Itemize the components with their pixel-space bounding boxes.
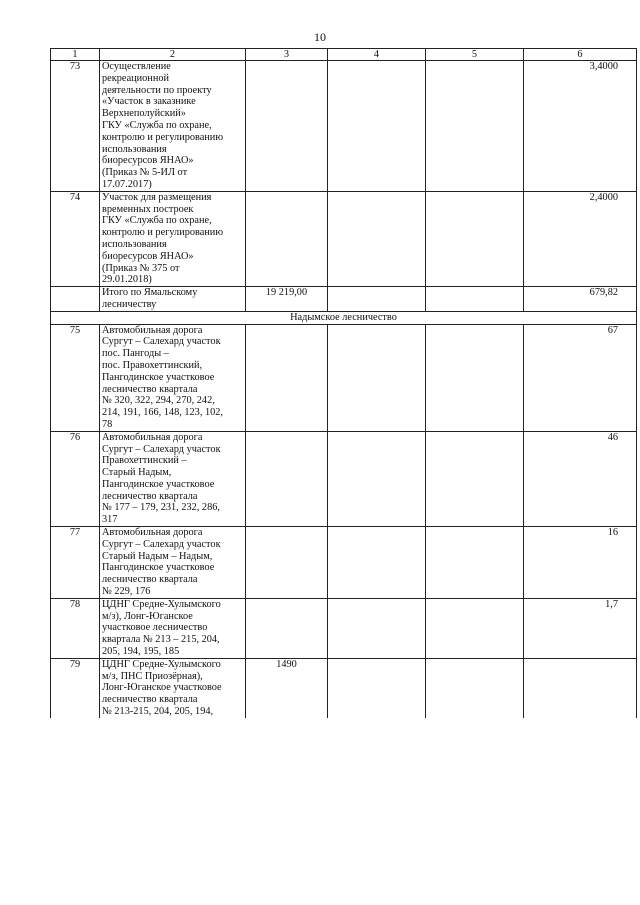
- description-line: лесничество квартала: [102, 694, 198, 706]
- description-line: ГКУ «Служба по охране,: [102, 119, 212, 131]
- description-line: Осуществление: [102, 61, 171, 72]
- description-line: участковое лесничество: [102, 622, 208, 634]
- row-col6: 2,4000: [524, 191, 637, 286]
- description-line: «Участок в заказнике: [102, 96, 196, 108]
- description-line: использования: [102, 238, 167, 250]
- description-line: ЦДНГ Средне-Хулымского: [102, 658, 221, 670]
- description-line: лесничество квартала: [102, 574, 198, 586]
- row-number: 73: [51, 61, 100, 192]
- description-line: 205, 194, 195, 185: [102, 646, 180, 658]
- data-table: [50, 48, 637, 718]
- description-line: м/з), Лонг-Юганское: [102, 610, 193, 622]
- description-line: Старый Надым – Надым,: [102, 550, 213, 562]
- table-row: [51, 527, 637, 599]
- table-row: [51, 324, 637, 431]
- row-col4: [328, 61, 426, 192]
- description-line: лесничеству: [102, 298, 157, 310]
- row-col5: [426, 598, 524, 658]
- description-line: № 320, 322, 294, 270, 242,: [102, 395, 215, 407]
- description-line: квартала № 213 – 215, 204,: [102, 634, 220, 646]
- description-line: № 229, 176: [102, 586, 151, 598]
- description-line: 17.07.2017): [102, 178, 152, 190]
- description-line: (Приказ № 375 от: [102, 262, 180, 274]
- total-col5: [426, 287, 524, 312]
- row-number: 76: [51, 431, 100, 526]
- description-line: м/з, ПНС Приозёрная),: [102, 670, 203, 682]
- row-col5: [426, 191, 524, 286]
- row-number: 77: [51, 527, 100, 599]
- row-col5: [426, 431, 524, 526]
- row-number: 74: [51, 191, 100, 286]
- description-line: Пангодинское участковое: [102, 371, 215, 383]
- row-col6: 3,4000: [524, 61, 637, 192]
- row-col4: [328, 598, 426, 658]
- description-line: пос. Правохеттинский,: [102, 359, 203, 371]
- header-col-4: 4: [328, 49, 426, 61]
- page-number: 10: [314, 30, 326, 44]
- description-line: контролю и регулированию: [102, 227, 224, 239]
- row-col6: 46: [524, 431, 637, 526]
- description-line: биоресурсов ЯНАО»: [102, 250, 194, 262]
- row-col4: [328, 431, 426, 526]
- description-line: Участок для размещения: [102, 191, 212, 203]
- row-col6: 1,7: [524, 598, 637, 658]
- description-line: Автомобильная дорога: [102, 527, 203, 539]
- row-description: [100, 527, 246, 599]
- description-line: Пангодинское участковое: [102, 478, 215, 490]
- row-col6: 67: [524, 324, 637, 431]
- total-col3: 19 219,00: [246, 287, 328, 312]
- table-row: [51, 598, 637, 658]
- description-line: лесничество квартала: [102, 490, 198, 502]
- row-col5: [426, 658, 524, 717]
- description-line: (Приказ № 5-ИЛ от: [102, 167, 188, 179]
- description-line: Автомобильная дорога: [102, 324, 203, 336]
- description-line: ГКУ «Служба по охране,: [102, 215, 212, 227]
- description-line: рекреационной: [102, 72, 169, 84]
- description-line: Автомобильная дорога: [102, 431, 203, 443]
- row-description: [100, 431, 246, 526]
- row-description: [100, 324, 246, 431]
- row-col3: [246, 598, 328, 658]
- description-line: 29.01.2018): [102, 274, 152, 286]
- description-line: Верхнеполуйский»: [102, 108, 186, 120]
- description-line: № 213-215, 204, 205, 194,: [102, 706, 214, 718]
- description-line: Итого по Ямальскому: [102, 287, 198, 299]
- row-col4: [328, 527, 426, 599]
- row-col3: [246, 527, 328, 599]
- description-line: Сургут – Салехард участок: [102, 336, 221, 348]
- description-line: Старый Надым,: [102, 467, 172, 479]
- table-row: [51, 191, 637, 286]
- header-col-5: 5: [426, 49, 524, 61]
- header-col-1: 1: [51, 49, 100, 61]
- row-description: [100, 61, 246, 192]
- description-line: 214, 191, 166, 148, 123, 102,: [102, 407, 223, 419]
- description-line: 317: [102, 514, 118, 526]
- row-description: [100, 598, 246, 658]
- row-description: [100, 191, 246, 286]
- description-line: использования: [102, 143, 167, 155]
- total-label: [100, 287, 246, 312]
- description-line: деятельности по проекту: [102, 84, 212, 96]
- description-line: временных построек: [102, 203, 194, 215]
- description-line: 78: [102, 418, 113, 430]
- description-line: лесничество квартала: [102, 383, 198, 395]
- row-number: 79: [51, 658, 100, 717]
- table-row: [51, 61, 637, 192]
- description-line: Лонг-Юганское участковое: [102, 682, 222, 694]
- section-row: [51, 311, 637, 324]
- total-blank: [51, 287, 100, 312]
- description-line: биоресурсов ЯНАО»: [102, 155, 194, 167]
- row-col4: [328, 658, 426, 717]
- row-number: 75: [51, 324, 100, 431]
- total-col6: 679,82: [524, 287, 637, 312]
- row-description: [100, 658, 246, 717]
- row-col3: [246, 324, 328, 431]
- description-line: Правохеттинский –: [102, 455, 187, 467]
- header-col-2: 2: [100, 49, 246, 61]
- section-title: Надымское лесничество: [51, 311, 637, 324]
- description-line: № 177 – 179, 231, 232, 286,: [102, 502, 220, 514]
- description-line: Сургут – Салехард участок: [102, 443, 221, 455]
- description-line: ЦДНГ Средне-Хулымского: [102, 598, 221, 610]
- row-col4: [328, 191, 426, 286]
- description-line: контролю и регулированию: [102, 131, 224, 143]
- table-row: [51, 658, 637, 717]
- row-col4: [328, 324, 426, 431]
- row-col5: [426, 527, 524, 599]
- row-col5: [426, 61, 524, 192]
- row-col6: [524, 658, 637, 717]
- description-line: Сургут – Салехард участок: [102, 538, 221, 550]
- description-line: Пангодинское участковое: [102, 562, 215, 574]
- row-col3: [246, 61, 328, 192]
- table-row: [51, 431, 637, 526]
- row-number: 78: [51, 598, 100, 658]
- row-col3: [246, 191, 328, 286]
- row-col3: [246, 431, 328, 526]
- table-header-row: [51, 49, 637, 61]
- header-col-3: 3: [246, 49, 328, 61]
- row-col6: 16: [524, 527, 637, 599]
- description-line: пос. Пангоды –: [102, 348, 169, 360]
- total-row: [51, 287, 637, 312]
- header-col-6: 6: [524, 49, 637, 61]
- row-col5: [426, 324, 524, 431]
- row-col3: 1490: [246, 658, 328, 717]
- total-col4: [328, 287, 426, 312]
